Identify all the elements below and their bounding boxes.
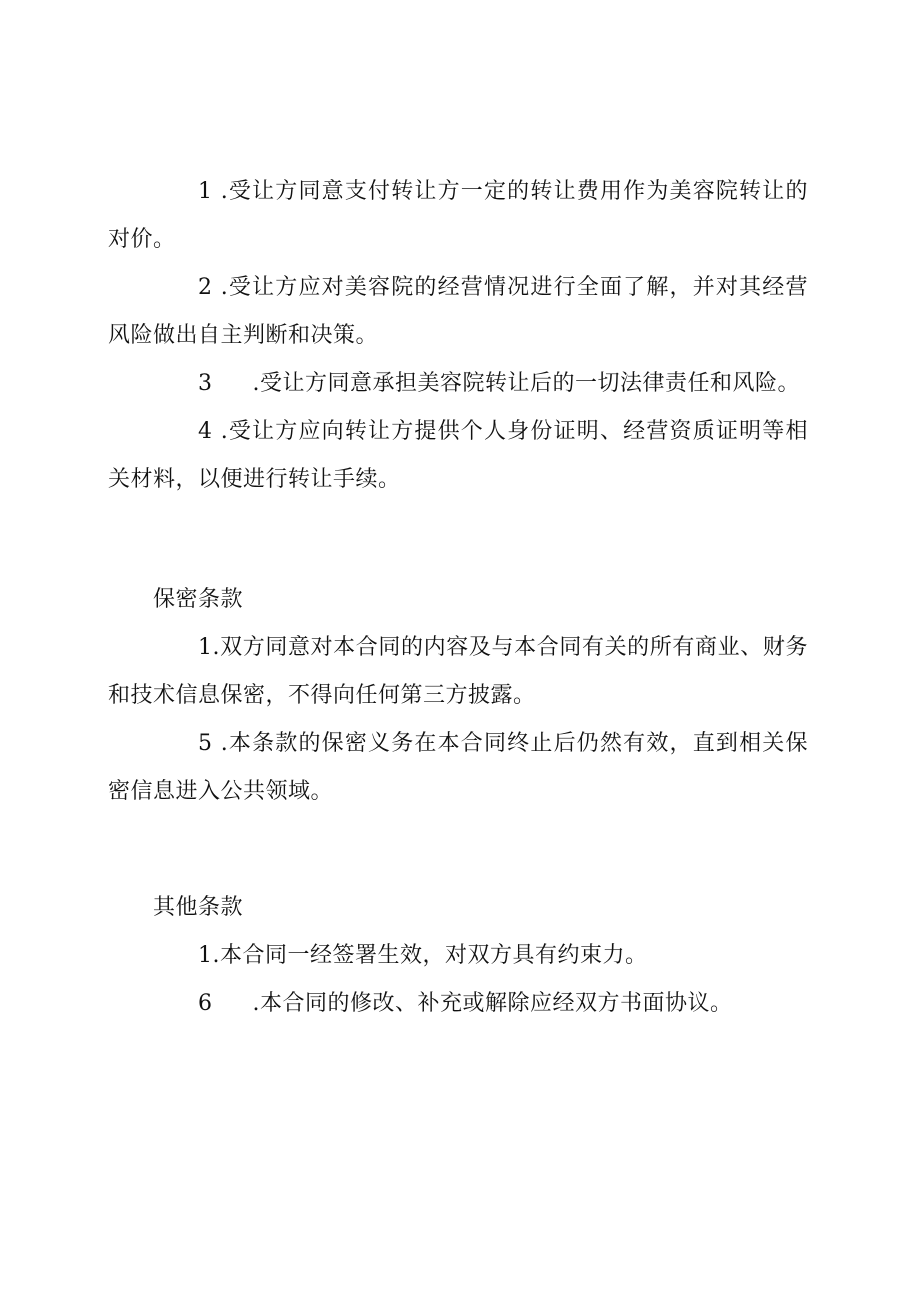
clause-text: .本条款的保密义务在本合同终止后仍然有效，直到相关保密信息进入公共领域。 bbox=[108, 731, 808, 804]
clause-number: 5 bbox=[198, 731, 213, 756]
clause-text: .受让方应向转让方提供个人身份证明、经营资质证明等相关材料，以便进行转让手续。 bbox=[108, 419, 808, 492]
confidentiality-clause-1 bbox=[108, 624, 808, 720]
clause-number: 1 bbox=[198, 179, 213, 204]
clause-3 bbox=[108, 360, 808, 408]
clause-text: .受让方同意支付转让方一定的转让费用作为美容院转让的对价。 bbox=[108, 179, 808, 252]
confidentiality-clause-5 bbox=[108, 720, 808, 816]
clause-text: .受让方应对美容院的经营情况进行全面了解，并对其经营风险做出自主判断和决策。 bbox=[108, 275, 808, 348]
clause-number: 3 bbox=[198, 371, 213, 396]
other-clause-6 bbox=[108, 980, 808, 1028]
clause-number: 1 bbox=[198, 635, 213, 660]
clause-4 bbox=[108, 408, 808, 504]
clause-number: 4 bbox=[198, 419, 213, 444]
section-heading-confidentiality: 保密条款 bbox=[153, 587, 244, 612]
clause-1 bbox=[108, 168, 808, 264]
clause-number: 6 bbox=[198, 991, 213, 1016]
other-clause-1 bbox=[108, 932, 808, 980]
clause-2 bbox=[108, 264, 808, 360]
clause-text: .本合同一经签署生效，对双方具有约束力。 bbox=[212, 943, 648, 968]
clause-number: 2 bbox=[198, 275, 213, 300]
clause-text: .本合同的修改、补充或解除应经双方书面协议。 bbox=[252, 991, 733, 1016]
section-heading-other: 其他条款 bbox=[153, 895, 244, 920]
clause-text: .双方同意对本合同的内容及与本合同有关的所有商业、财务和技术信息保密，不得向任何第三方披露。 bbox=[108, 635, 808, 708]
clause-text: .受让方同意承担美容院转让后的一切法律责任和风险。 bbox=[252, 371, 800, 396]
clause-number: 1 bbox=[198, 943, 213, 968]
